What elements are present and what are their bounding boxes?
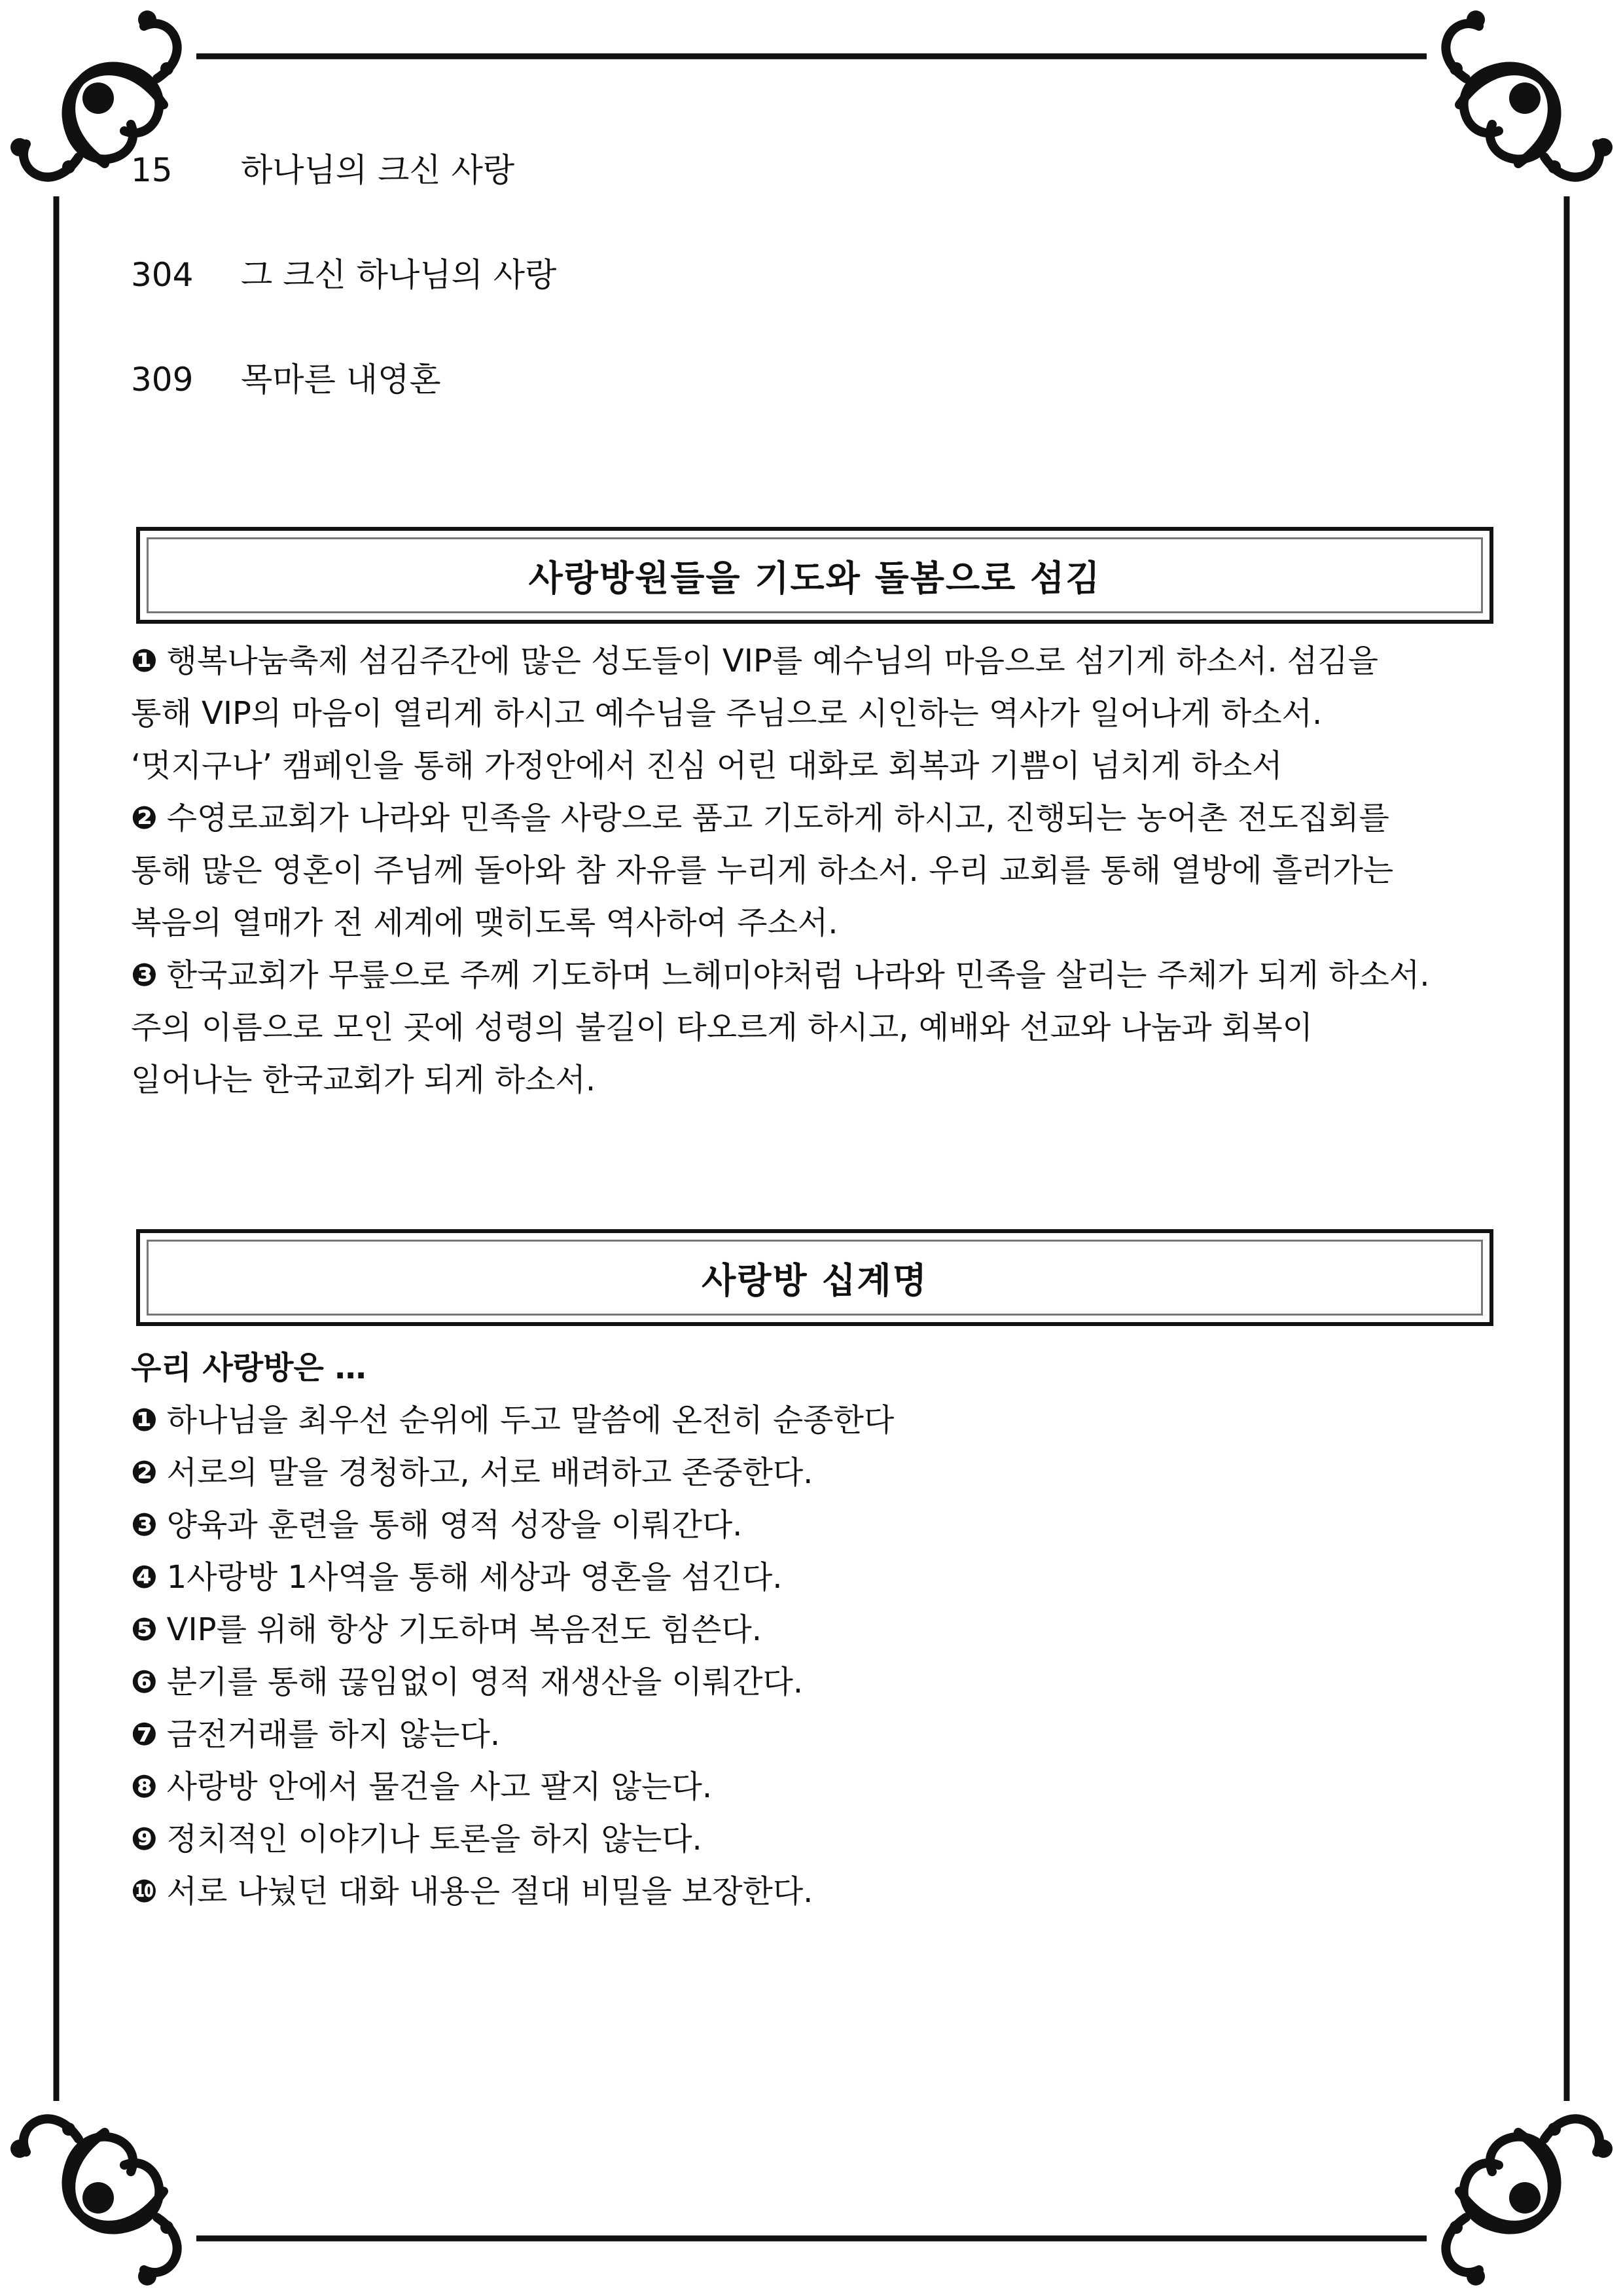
hymn-row xyxy=(131,249,556,353)
number-marker: ❻ xyxy=(131,1664,158,1700)
number-marker: ❹ xyxy=(131,1559,158,1596)
number-marker: ❶ xyxy=(131,643,158,679)
prayer-text: 행복나눔축제 섬김주간에 많은 성도들이 VIP를 예수님의 마음으로 섬기게 하소서. 섬김을 xyxy=(166,643,1379,679)
rule-text: 분기를 통해 끊임없이 영적 재생산을 이뤄간다. xyxy=(166,1664,804,1700)
prayer-text: 수영로교회가 나라와 민족을 사랑으로 품고 기도하게 하시고, 진행되는 농어촌 전도집회를 xyxy=(166,800,1389,836)
prayer-line xyxy=(131,897,1505,949)
rule-item xyxy=(131,1394,1505,1446)
rule-text: 사랑방 안에서 물건을 사고 팔지 않는다. xyxy=(166,1768,713,1805)
rule-item xyxy=(131,1551,1505,1604)
rules-intro: 우리 사랑방은 … xyxy=(131,1350,366,1386)
prayer-text: 통해 많은 영혼이 주님께 돌아와 참 자유를 누리게 하소서. 우리 교회를 통해 열방에 흘러가는 xyxy=(131,852,1394,889)
prayer-list xyxy=(131,635,1505,1106)
number-marker: ❿ xyxy=(131,1873,158,1910)
rule-item xyxy=(131,1499,1505,1551)
prayer-line xyxy=(131,1054,1505,1106)
hymn-title: 목마른 내영혼 xyxy=(241,361,441,399)
prayer-line xyxy=(131,1001,1505,1054)
rule-item xyxy=(131,1761,1505,1813)
rule-text: 금전거래를 하지 않는다. xyxy=(166,1716,501,1753)
prayer-line xyxy=(131,687,1505,740)
hymn-row xyxy=(131,353,556,458)
prayer-section-heading xyxy=(136,527,1493,624)
number-marker: ❽ xyxy=(131,1768,158,1805)
rule-text: 하나님을 최우선 순위에 두고 말씀에 온전히 순종한다 xyxy=(166,1402,895,1439)
number-marker: ❼ xyxy=(131,1716,158,1753)
hymn-number: 304 xyxy=(131,256,194,294)
prayer-section-title: 사랑방원들을 기도와 돌봄으로 섬김 xyxy=(528,557,1101,599)
prayer-text: 복음의 열매가 전 세계에 맺히도록 역사하여 주소서. xyxy=(131,905,838,941)
number-marker: ❾ xyxy=(131,1821,158,1857)
hymn-title: 하나님의 크신 사랑 xyxy=(241,151,515,189)
rule-item xyxy=(131,1604,1505,1656)
number-marker: ❷ xyxy=(131,800,158,836)
rule-item xyxy=(131,1446,1505,1499)
rule-text: 정치적인 이야기나 토론을 하지 않는다. xyxy=(166,1821,702,1857)
number-marker: ❷ xyxy=(131,1454,158,1491)
rules-section-title: 사랑방 십계명 xyxy=(702,1259,928,1301)
prayer-text: 일어나는 한국교회가 되게 하소서. xyxy=(131,1062,596,1098)
prayer-text: 통해 VIP의 마음이 열리게 하시고 예수님을 주님으로 시인하는 역사가 일어나게 하소서. xyxy=(131,695,1323,732)
rules-section-heading xyxy=(136,1229,1493,1326)
prayer-text: 한국교회가 무릎으로 주께 기도하며 느헤미야처럼 나라와 민족을 살리는 주체가 되게 하소서. xyxy=(166,957,1430,994)
hymn-row xyxy=(131,144,556,249)
prayer-text: 주의 이름으로 모인 곳에 성령의 불길이 타오르게 하시고, 예배와 선교와 나눔과 회복이 xyxy=(131,1009,1313,1046)
number-marker: ❸ xyxy=(131,957,158,994)
prayer-line xyxy=(131,844,1505,897)
rule-text: 서로의 말을 경청하고, 서로 배려하고 존중한다. xyxy=(166,1454,813,1491)
number-marker: ❺ xyxy=(131,1611,158,1648)
rule-text: VIP를 위해 항상 기도하며 복음전도 힘쓴다. xyxy=(166,1611,762,1648)
number-marker: ❸ xyxy=(131,1507,158,1543)
prayer-line xyxy=(131,792,1505,844)
rule-item xyxy=(131,1865,1505,1918)
rule-text: 1사랑방 1사역을 통해 세상과 영혼을 섬긴다. xyxy=(166,1559,783,1596)
rule-item xyxy=(131,1656,1505,1708)
rule-text: 양육과 훈련을 통해 영적 성장을 이뤄간다. xyxy=(166,1507,743,1543)
hymn-title: 그 크신 하나님의 사랑 xyxy=(241,256,557,294)
rule-text: 서로 나눴던 대화 내용은 절대 비밀을 보장한다. xyxy=(166,1873,813,1910)
rule-item xyxy=(131,1813,1505,1865)
prayer-line xyxy=(131,635,1505,687)
rules-list xyxy=(131,1342,1505,1918)
hymn-number: 309 xyxy=(131,361,194,399)
hymn-list xyxy=(131,144,556,458)
hymn-number: 15 xyxy=(131,151,173,189)
prayer-text: ‘멋지구나’ 캠페인을 통해 가정안에서 진심 어린 대화로 회복과 기쁨이 넘치게 하소서 xyxy=(131,747,1283,784)
rule-item xyxy=(131,1708,1505,1761)
prayer-line xyxy=(131,740,1505,792)
prayer-line xyxy=(131,949,1505,1001)
number-marker: ❶ xyxy=(131,1402,158,1439)
